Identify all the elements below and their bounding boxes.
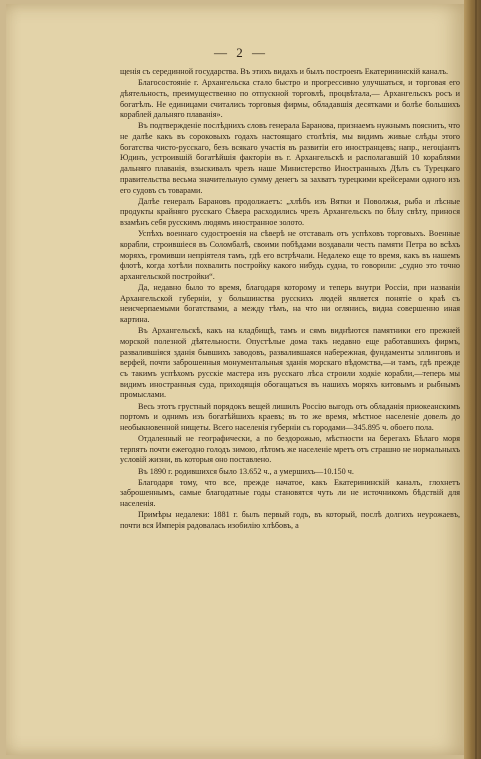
paragraph: Весь этотъ грустный порядокъ вещей лишилъ Россію выгодъ отъ обладанія приокеанскимъ портомъ и однимъ изъ богатѣйшихъ краевъ; въ то же время, мѣстное населеніе довелъ до необыкновенной нищеты. Всего населенія губерніи съ городами—345.895 ч. обоего пола.	[120, 401, 460, 432]
page-number: — 2 —	[214, 45, 268, 60]
paragraph: Благодаря тому, что все, прежде начатое, какъ Екатерининскій каналъ, глохнетъ заброшеннымъ, самые благодатные годы становятся чуть ли не источникомъ бѣдствій для населенія.	[120, 477, 460, 509]
paragraph: Въ Архангельскѣ, какъ на кладбищѣ, тамъ и сямъ виднѣются памятники его прежней морской полезной дѣятельности. Опустѣлые дома такъ недавно еще работавшихъ фирмъ, развалившіяся зданія бывшихъ заводовъ, развалившаяся набережная, фундаменты эллинговъ и верфей, почти заброшенныя монументальныя зданія морскаго вѣдомства,—и тамъ, гдѣ прежде съ такимъ успѣхомъ русскіе мастера изъ русскаго лѣса строили ходкіе корабли,—теперь мы видимъ иностранныя суда, приходящія обогащаться въ нашихъ моряхъ китовымъ и рыбнымъ промыслами.	[120, 326, 460, 400]
paragraph: Да, недавно было то время, благодаря которому и теперь внутри Россіи, при названіи Архангельской губерніи, у большинства русскихъ людей является понятіе о краѣ съ неисчерпаемыми богатствами, а между тѣмъ, на что ни оглянись, видна совершенно иная картина.	[120, 283, 460, 325]
paragraph: Успѣхъ военнаго судостроенія на сѣверѣ не отставалъ отъ успѣховъ торговыхъ. Военные корабли, строившіеся въ Соломбалѣ, своими побѣдами воздавали честь памяти Петра во всѣхъ моряхъ, громивши непріятеля тамъ, гдѣ его встрѣчали. Недалеко еще то время, какъ въ нашемъ флотѣ, когда хотѣли похвалить постройку какого нибудь судна, то говорили: „судно это точно архангельской постройки“.	[120, 229, 460, 281]
paragraph: Далѣе генералъ Барановъ продолжаетъ: „хлѣбъ изъ Вятки и Поволжья, рыба и лѣсные продукты крайняго русскаго Сѣвера расходились чрезъ Архангельскъ по бѣлу свѣту, принося взамѣнъ себя русскимъ людямъ иностранное золото.	[120, 196, 460, 228]
paragraph: Отдаленный не географически, а по бездорожью, мѣстности на берегахъ Бѣлаго моря терпятъ почти ежегодно голодъ зимою, лѣтомъ же населеніе мретъ отъ страшно не нормальныхъ условій жизни, въ которыя оно поставлено.	[120, 434, 460, 465]
book-page	[6, 4, 464, 755]
paragraph: щенія съ серединной государства. Въ этихъ видахъ и былъ построенъ Екатерининскій каналъ.	[120, 67, 449, 76]
paragraph: Благосостояніе г. Архангельска стало быстро и прогрессивно улучшаться, и торговая его дѣятельность, преимущественно по отпускной торговлѣ, процвѣтала,— Архангельскъ росъ и богатѣлъ. Не единицами считались торговыя фирмы, обладавшія десятками и болѣе большихъ кораблей дальняго плаванія».	[120, 78, 460, 120]
paragraph: Примѣры недалеки: 1881 г. былъ первый годъ, въ который, послѣ долгихъ неурожаевъ, почти вся Имперія радовалась изобилію хлѣбовъ, а	[120, 510, 460, 530]
body-text	[120, 67, 460, 532]
paragraph: Въ подтвержденіе послѣднихъ словъ генерала Баранова, признаемъ нужнымъ пояснить, что не далѣе какъ въ сороковыхъ годахъ настоящаго столѣтія, мы видимъ живые слѣды этого богатства чисто-русскаго, безъ всякаго участія въ развитіи его иностранцевъ; напр., негоціантъ Юдинъ, устроившій богатѣйшія факторіи въ г. Архангельскѣ и располагавшій 10 кораблями дальняго плаванія, взыскивалъ чрезъ наше Министерство Иностранныхъ Дѣлъ съ Турецкаго правительства весьма значительную сумму денегъ за захватъ турецкими крейсерами одного изъ его судовъ съ товарами.	[120, 121, 460, 195]
paragraph: Въ 1890 г. родившихся было 13.652 ч., а умершихъ—10.150 ч.	[138, 466, 354, 476]
book-edge	[464, 0, 481, 759]
edge-shadow	[475, 0, 477, 759]
